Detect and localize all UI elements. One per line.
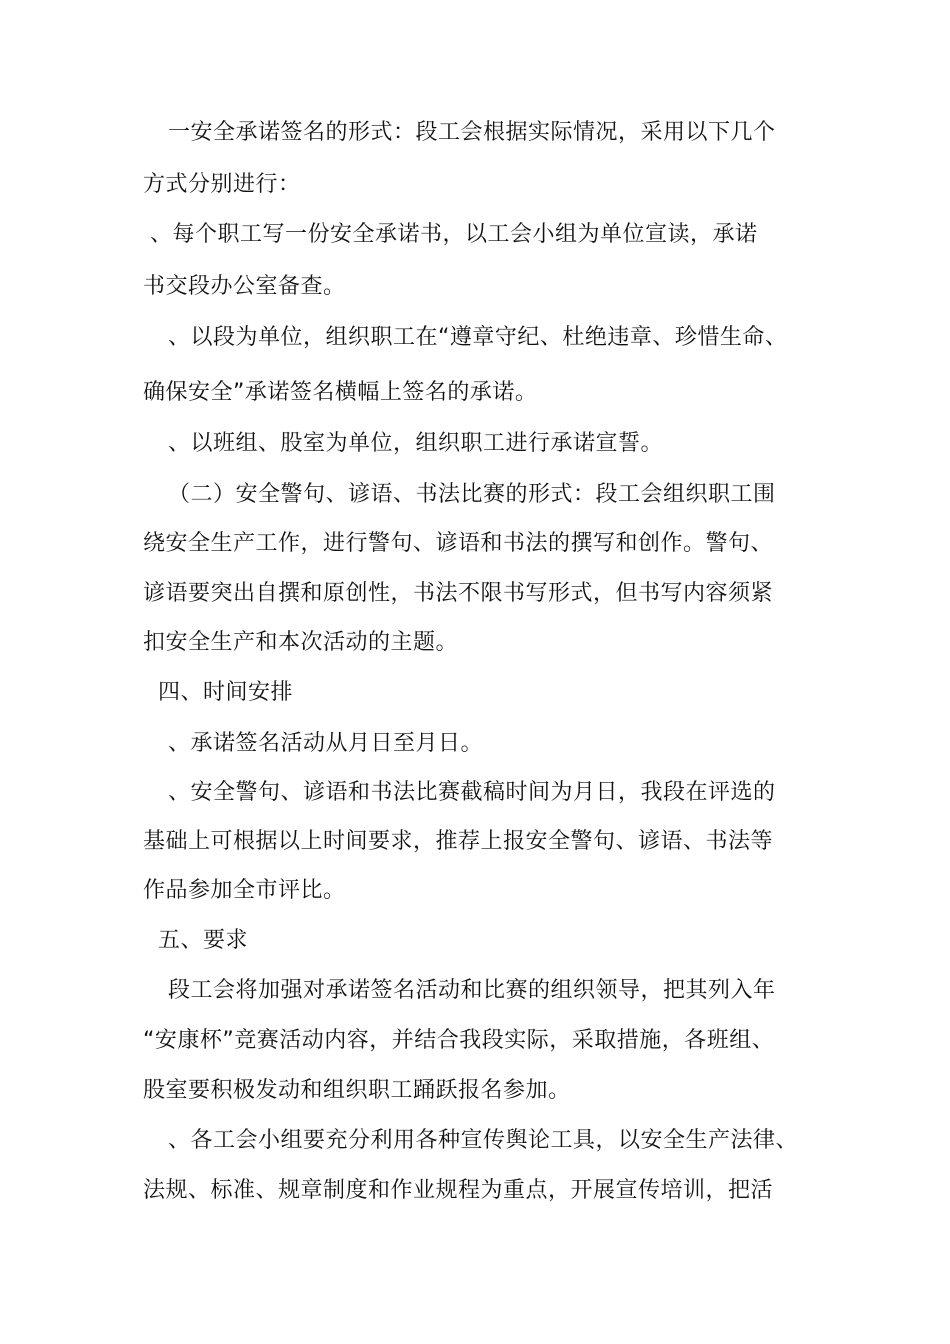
text-line-20: 股室要积极发动和组织职工踊跃报名参加。 <box>143 1078 571 1103</box>
text-line-9: 绕安全生产工作，进行警句、谚语和书法的撰写和创作。警句、 <box>143 531 774 556</box>
text-line-19: “安康杯”竞赛活动内容，并结合我段实际，采取措施，各班组、 <box>143 1028 775 1053</box>
section-heading-schedule: 四、时间安排 <box>158 680 294 705</box>
text-line-7: 、以班组、股室为单位，组织职工进行承诺宣誓。 <box>168 431 664 456</box>
text-line-5: 、以段为单位，组织职工在“遵章守纪、杜绝违章、珍惜生命、 <box>168 325 788 350</box>
text-line-16: 作品参加全市评比。 <box>143 878 346 903</box>
text-line-13: 、承诺签名活动从月日至月日。 <box>168 731 484 756</box>
text-line-2: 方式分别进行： <box>143 172 301 197</box>
text-line-3: 、每个职工写一份安全承诺书，以工会小组为单位宣读，承诺 <box>150 222 758 247</box>
text-line-6: 确保安全”承诺签名横幅上签名的承诺。 <box>143 380 538 405</box>
text-line-11: 扣安全生产和本次活动的主题。 <box>143 630 459 655</box>
text-line-10: 谚语要突出自撰和原创性，书法不限书写形式，但书写内容须紧 <box>143 581 774 606</box>
section-heading-requirements: 五、要求 <box>158 928 249 953</box>
text-line-22: 法规、标准、规章制度和作业规程为重点，开展宣传培训，把活 <box>143 1178 774 1203</box>
text-line-15: 基础上可根据以上时间要求，推荐上报安全警句、谚语、书法等 <box>143 829 774 854</box>
text-line-21: 、各工会小组要充分利用各种宣传舆论工具，以安全生产法律、 <box>168 1128 799 1153</box>
text-line-14: 、安全警句、谚语和书法比赛截稿时间为月日，我段在评选的 <box>168 780 776 805</box>
text-line-8: （二）安全警句、谚语、书法比赛的形式：段工会组织职工围 <box>168 482 776 507</box>
text-line-18: 段工会将加强对承诺签名活动和比赛的组织领导，把其列入年 <box>168 978 776 1003</box>
text-line-4: 书交段办公室备查。 <box>143 274 346 299</box>
text-line-1: 一安全承诺签名的形式：段工会根据实际情况，采用以下几个 <box>168 120 776 145</box>
